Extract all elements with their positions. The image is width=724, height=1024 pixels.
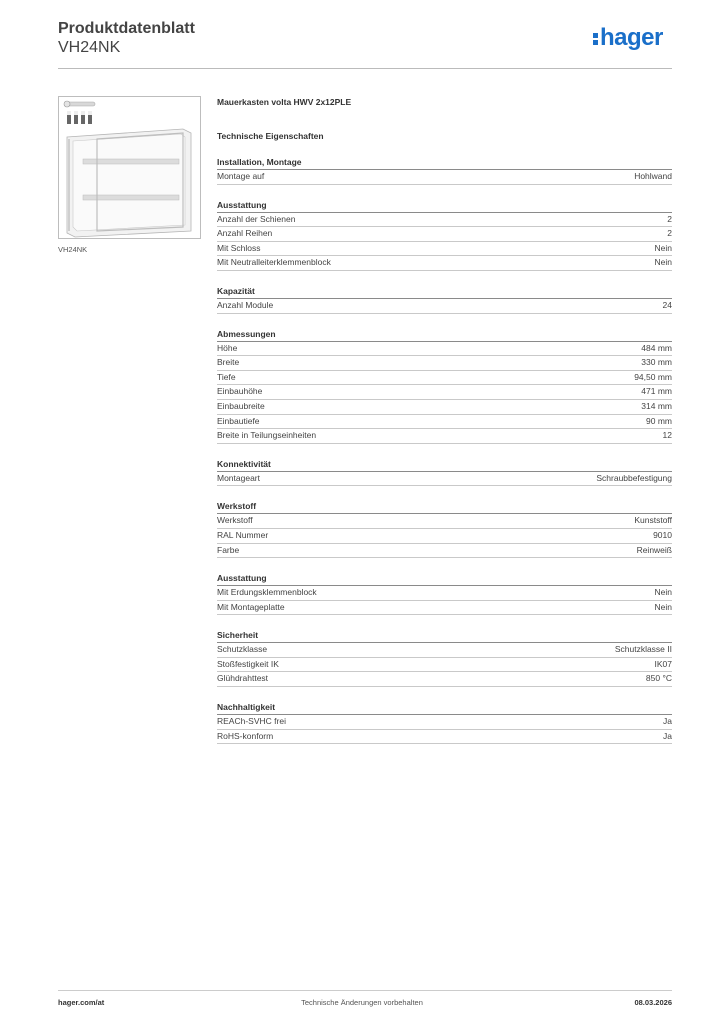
spec-label: Farbe [217,544,240,555]
spec-row [217,514,672,529]
spec-value: Kunststoff [634,515,672,526]
spec-value: 471 mm [641,386,672,397]
spec-label: Einbauhöhe [217,386,263,397]
spec-label: RoHS-konform [217,730,274,741]
spec-label: REACh-SVHC frei [217,716,286,727]
spec-section [217,285,672,314]
spec-label: Einbautiefe [217,415,260,426]
spec-label: Höhe [217,342,238,353]
spec-value: Hohlwand [634,171,672,181]
spec-label: Mit Schloss [217,242,261,253]
spec-row [217,544,672,559]
spec-row [217,672,672,687]
product-name: Mauerkasten volta HWV 2x12PLE [217,97,352,107]
enclosure-illustration-icon [59,97,200,238]
spec-sections [217,156,672,744]
spec-row [217,586,672,601]
spec-label: Stoßfestigkeit IK [217,658,279,669]
spec-value: Nein [654,587,672,598]
technical-properties-heading: Technische Eigenschaften [217,131,324,141]
section-title: Nachhaltigkeit [217,701,672,715]
spec-label: RAL Nummer [217,529,269,540]
spec-label: Breite [217,357,240,368]
logo-dots-icon [593,31,598,47]
footer-date: 08.03.2026 [634,998,672,1007]
spec-value: Schraubbefestigung [596,472,672,483]
spec-row [217,371,672,386]
spec-value: 330 mm [641,357,672,368]
spec-label: Mit Erdungsklemmenblock [217,587,317,598]
spec-section [217,572,672,615]
spec-label: Montage auf [217,171,265,181]
spec-row [217,299,672,314]
spec-value: 94,50 mm [634,371,672,382]
spec-row [217,730,672,745]
spec-row [217,658,672,673]
spec-value: Ja [663,730,672,741]
spec-row [217,472,672,487]
spec-section [217,156,672,185]
spec-label: Mit Montageplatte [217,601,285,612]
spec-row [217,400,672,415]
spec-value: 90 mm [646,415,672,426]
product-code-subtitle: VH24NK [58,39,121,56]
spec-label: Mit Neutralleiterklemmenblock [217,257,331,268]
spec-value: 2 [667,228,672,239]
spec-row [217,356,672,371]
footer-divider [58,990,672,991]
section-title: Ausstattung [217,572,672,586]
spec-row [217,529,672,544]
spec-row [217,415,672,430]
spec-section [217,500,672,558]
spec-row [217,385,672,400]
section-title: Werkstoff [217,500,672,514]
spec-value: 12 [662,430,672,441]
footer-disclaimer: Technische Änderungen vorbehalten [301,998,423,1007]
product-image [58,96,201,239]
section-title: Sicherheit [217,629,672,643]
logo-text: hager [600,24,663,51]
image-caption: VH24NK [58,245,88,254]
spec-label: Montageart [217,472,260,483]
spec-value: IK07 [654,658,672,669]
spec-section [217,199,672,271]
spec-section [217,629,672,687]
section-title: Ausstattung [217,199,672,213]
spec-label: Breite in Teilungseinheiten [217,430,317,441]
spec-content [217,96,672,744]
spec-row [217,227,672,242]
section-title: Kapazität [217,285,672,299]
spec-label: Tiefe [217,371,236,382]
spec-row [217,342,672,357]
spec-label: Glühdrahttest [217,673,269,684]
spec-value: Nein [654,242,672,253]
spec-label: Anzahl Module [217,299,274,310]
spec-row [217,601,672,616]
spec-label: Anzahl Reihen [217,228,273,239]
spec-row [217,715,672,730]
section-title: Abmessungen [217,328,672,342]
spec-value: 2 [667,213,672,224]
footer-website: hager.com/at [58,998,105,1007]
spec-row [217,242,672,257]
section-title: Installation, Montage [217,156,672,170]
spec-row [217,213,672,228]
spec-value: Ja [663,716,672,727]
spec-value: 9010 [653,529,672,540]
spec-value: 24 [662,299,672,310]
spec-row [217,256,672,271]
section-title: Konnektivität [217,458,672,472]
spec-value: Nein [654,257,672,268]
spec-value: 484 mm [641,342,672,353]
spec-label: Anzahl der Schienen [217,213,296,224]
spec-value: Nein [654,601,672,612]
spec-value: 850 °C [645,673,672,684]
spec-label: Schutzklasse [217,644,268,655]
spec-section [217,328,672,444]
spec-row [217,643,672,658]
spec-row [217,429,672,444]
spec-section [217,458,672,487]
hager-logo [593,24,663,52]
spec-value: 314 mm [641,400,672,411]
spec-value: Schutzklasse II [614,644,672,655]
spec-value: Reinweiß [636,544,672,555]
spec-row [217,170,672,185]
spec-label: Werkstoff [217,515,253,526]
spec-label: Einbaubreite [217,400,265,411]
header-divider [58,68,672,69]
spec-section [217,701,672,744]
page-title: Produktdatenblatt [58,20,195,37]
